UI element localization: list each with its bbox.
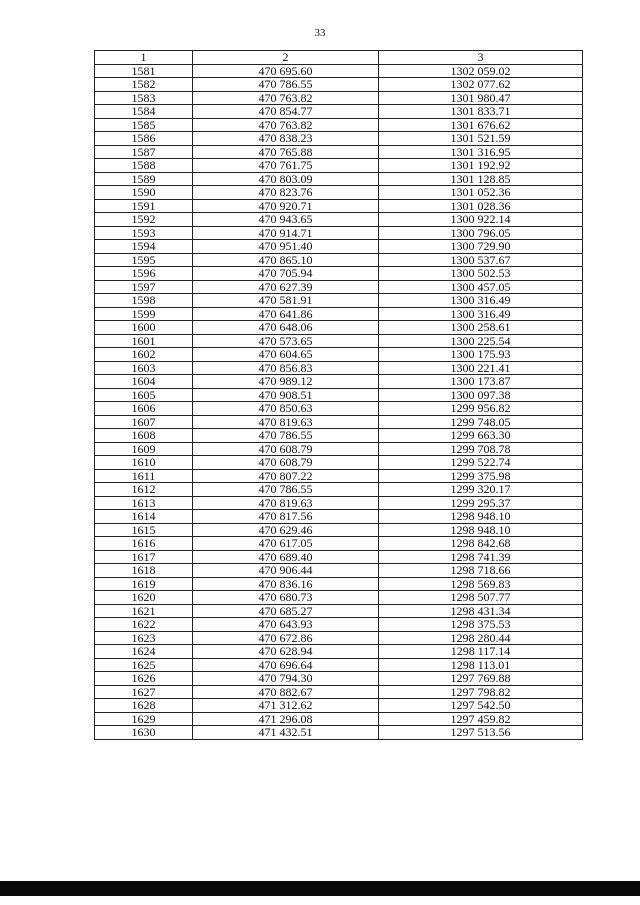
point-number-cell: 1623 — [95, 631, 193, 645]
point-number-cell: 1591 — [95, 199, 193, 213]
x-coordinate-cell: 470 854.77 — [193, 105, 379, 119]
y-coordinate-cell: 1298 280.44 — [379, 631, 583, 645]
point-number-cell: 1627 — [95, 685, 193, 699]
y-coordinate-cell: 1300 729.90 — [379, 240, 583, 254]
table-row — [95, 361, 583, 375]
point-number-cell: 1621 — [95, 604, 193, 618]
table-row — [95, 483, 583, 497]
point-number-cell: 1614 — [95, 510, 193, 524]
x-coordinate-cell: 470 695.60 — [193, 64, 379, 78]
point-number-cell: 1595 — [95, 253, 193, 267]
point-number-cell: 1588 — [95, 159, 193, 173]
point-number-cell: 1602 — [95, 348, 193, 362]
point-number-cell: 1597 — [95, 280, 193, 294]
point-number-cell: 1586 — [95, 132, 193, 146]
y-coordinate-cell: 1297 542.50 — [379, 699, 583, 713]
x-coordinate-cell: 470 573.65 — [193, 334, 379, 348]
x-coordinate-cell: 470 882.67 — [193, 685, 379, 699]
x-coordinate-cell: 470 836.16 — [193, 577, 379, 591]
table-row — [95, 456, 583, 470]
point-number-cell: 1629 — [95, 712, 193, 726]
y-coordinate-cell: 1301 192.92 — [379, 159, 583, 173]
point-number-cell: 1624 — [95, 645, 193, 659]
x-coordinate-cell: 470 786.55 — [193, 429, 379, 443]
table-row — [95, 64, 583, 78]
point-number-cell: 1583 — [95, 91, 193, 105]
x-coordinate-cell: 470 680.73 — [193, 591, 379, 605]
table-row — [95, 523, 583, 537]
column-header-2: 2 — [193, 51, 379, 65]
y-coordinate-cell: 1298 431.34 — [379, 604, 583, 618]
x-coordinate-cell: 470 951.40 — [193, 240, 379, 254]
point-number-cell: 1619 — [95, 577, 193, 591]
table-row — [95, 402, 583, 416]
table-row — [95, 672, 583, 686]
table-row — [95, 186, 583, 200]
y-coordinate-cell: 1298 375.53 — [379, 618, 583, 632]
table-row — [95, 240, 583, 254]
point-number-cell: 1612 — [95, 483, 193, 497]
page-number: 33 — [314, 27, 326, 39]
point-number-cell: 1581 — [95, 64, 193, 78]
x-coordinate-cell: 471 432.51 — [193, 726, 379, 740]
table-row — [95, 145, 583, 159]
table-row — [95, 321, 583, 335]
y-coordinate-cell: 1301 676.62 — [379, 118, 583, 132]
scan-edge-bar — [0, 881, 640, 896]
table-row — [95, 564, 583, 578]
y-coordinate-cell: 1298 948.10 — [379, 523, 583, 537]
table-row — [95, 253, 583, 267]
x-coordinate-cell: 470 856.83 — [193, 361, 379, 375]
x-coordinate-cell: 470 628.94 — [193, 645, 379, 659]
table-header — [95, 51, 583, 65]
y-coordinate-cell: 1298 507.77 — [379, 591, 583, 605]
point-number-cell: 1592 — [95, 213, 193, 227]
table-row — [95, 631, 583, 645]
y-coordinate-cell: 1300 922.14 — [379, 213, 583, 227]
table-row — [95, 510, 583, 524]
y-coordinate-cell: 1299 522.74 — [379, 456, 583, 470]
x-coordinate-cell: 470 850.63 — [193, 402, 379, 416]
point-number-cell: 1604 — [95, 375, 193, 389]
y-coordinate-cell: 1298 948.10 — [379, 510, 583, 524]
x-coordinate-cell: 470 794.30 — [193, 672, 379, 686]
table-row — [95, 429, 583, 443]
x-coordinate-cell: 470 608.79 — [193, 442, 379, 456]
table-row — [95, 699, 583, 713]
y-coordinate-cell: 1298 741.39 — [379, 550, 583, 564]
y-coordinate-cell: 1299 295.37 — [379, 496, 583, 510]
y-coordinate-cell: 1299 320.17 — [379, 483, 583, 497]
table-row — [95, 712, 583, 726]
table-row — [95, 685, 583, 699]
table-row — [95, 388, 583, 402]
table-row — [95, 280, 583, 294]
table-row — [95, 159, 583, 173]
x-coordinate-cell: 470 763.82 — [193, 118, 379, 132]
y-coordinate-cell: 1297 513.56 — [379, 726, 583, 740]
y-coordinate-cell: 1301 028.36 — [379, 199, 583, 213]
x-coordinate-cell: 470 819.63 — [193, 415, 379, 429]
header-row — [95, 51, 583, 65]
point-number-cell: 1598 — [95, 294, 193, 308]
x-coordinate-cell: 470 608.79 — [193, 456, 379, 470]
table-row — [95, 307, 583, 321]
point-number-cell: 1607 — [95, 415, 193, 429]
point-number-cell: 1613 — [95, 496, 193, 510]
table-row — [95, 334, 583, 348]
point-number-cell: 1600 — [95, 321, 193, 335]
y-coordinate-cell: 1298 113.01 — [379, 658, 583, 672]
table-row — [95, 78, 583, 92]
x-coordinate-cell: 470 786.55 — [193, 483, 379, 497]
y-coordinate-cell: 1297 769.88 — [379, 672, 583, 686]
x-coordinate-cell: 470 817.56 — [193, 510, 379, 524]
x-coordinate-cell: 470 765.88 — [193, 145, 379, 159]
table-row — [95, 226, 583, 240]
table-body — [95, 64, 583, 739]
x-coordinate-cell: 470 627.39 — [193, 280, 379, 294]
x-coordinate-cell: 470 629.46 — [193, 523, 379, 537]
point-number-cell: 1593 — [95, 226, 193, 240]
point-number-cell: 1603 — [95, 361, 193, 375]
y-coordinate-cell: 1300 097.38 — [379, 388, 583, 402]
x-coordinate-cell: 470 641.86 — [193, 307, 379, 321]
y-coordinate-cell: 1300 537.67 — [379, 253, 583, 267]
y-coordinate-cell: 1301 128.85 — [379, 172, 583, 186]
x-coordinate-cell: 470 696.64 — [193, 658, 379, 672]
table-row — [95, 442, 583, 456]
point-number-cell: 1616 — [95, 537, 193, 551]
x-coordinate-cell: 470 604.65 — [193, 348, 379, 362]
y-coordinate-cell: 1301 833.71 — [379, 105, 583, 119]
point-number-cell: 1620 — [95, 591, 193, 605]
y-coordinate-cell: 1302 059.02 — [379, 64, 583, 78]
x-coordinate-cell: 471 312.62 — [193, 699, 379, 713]
table-row — [95, 132, 583, 146]
y-coordinate-cell: 1297 798.82 — [379, 685, 583, 699]
y-coordinate-cell: 1302 077.62 — [379, 78, 583, 92]
table-row — [95, 348, 583, 362]
table-row — [95, 172, 583, 186]
table-row — [95, 267, 583, 281]
y-coordinate-cell: 1301 052.36 — [379, 186, 583, 200]
x-coordinate-cell: 470 920.71 — [193, 199, 379, 213]
column-header-3: 3 — [379, 51, 583, 65]
y-coordinate-cell: 1299 663.30 — [379, 429, 583, 443]
point-number-cell: 1626 — [95, 672, 193, 686]
x-coordinate-cell: 470 581.91 — [193, 294, 379, 308]
x-coordinate-cell: 470 906.44 — [193, 564, 379, 578]
table-row — [95, 199, 583, 213]
point-number-cell: 1630 — [95, 726, 193, 740]
x-coordinate-cell: 470 689.40 — [193, 550, 379, 564]
y-coordinate-cell: 1299 375.98 — [379, 469, 583, 483]
column-header-1: 1 — [95, 51, 193, 65]
x-coordinate-cell: 470 763.82 — [193, 91, 379, 105]
table-row — [95, 618, 583, 632]
table-row — [95, 537, 583, 551]
x-coordinate-cell: 470 989.12 — [193, 375, 379, 389]
y-coordinate-cell: 1300 316.49 — [379, 294, 583, 308]
coordinates-table — [94, 50, 583, 740]
y-coordinate-cell: 1298 842.68 — [379, 537, 583, 551]
x-coordinate-cell: 470 807.22 — [193, 469, 379, 483]
x-coordinate-cell: 470 914.71 — [193, 226, 379, 240]
point-number-cell: 1599 — [95, 307, 193, 321]
table-row — [95, 375, 583, 389]
y-coordinate-cell: 1300 316.49 — [379, 307, 583, 321]
y-coordinate-cell: 1299 956.82 — [379, 402, 583, 416]
table-row — [95, 604, 583, 618]
x-coordinate-cell: 470 838.23 — [193, 132, 379, 146]
table-row — [95, 91, 583, 105]
y-coordinate-cell: 1298 569.83 — [379, 577, 583, 591]
y-coordinate-cell: 1298 117.14 — [379, 645, 583, 659]
x-coordinate-cell: 470 943.65 — [193, 213, 379, 227]
table-row — [95, 577, 583, 591]
point-number-cell: 1610 — [95, 456, 193, 470]
table-row — [95, 469, 583, 483]
x-coordinate-cell: 470 908.51 — [193, 388, 379, 402]
point-number-cell: 1589 — [95, 172, 193, 186]
y-coordinate-cell: 1300 796.05 — [379, 226, 583, 240]
x-coordinate-cell: 470 617.05 — [193, 537, 379, 551]
x-coordinate-cell: 470 672.86 — [193, 631, 379, 645]
x-coordinate-cell: 470 865.10 — [193, 253, 379, 267]
point-number-cell: 1617 — [95, 550, 193, 564]
point-number-cell: 1594 — [95, 240, 193, 254]
table-row — [95, 213, 583, 227]
y-coordinate-cell: 1301 521.59 — [379, 132, 583, 146]
point-number-cell: 1585 — [95, 118, 193, 132]
y-coordinate-cell: 1301 980.47 — [379, 91, 583, 105]
y-coordinate-cell: 1298 718.66 — [379, 564, 583, 578]
table-row — [95, 294, 583, 308]
point-number-cell: 1608 — [95, 429, 193, 443]
point-number-cell: 1606 — [95, 402, 193, 416]
y-coordinate-cell: 1300 225.54 — [379, 334, 583, 348]
table-row — [95, 591, 583, 605]
x-coordinate-cell: 470 685.27 — [193, 604, 379, 618]
point-number-cell: 1590 — [95, 186, 193, 200]
point-number-cell: 1584 — [95, 105, 193, 119]
table-row — [95, 118, 583, 132]
x-coordinate-cell: 471 296.08 — [193, 712, 379, 726]
y-coordinate-cell: 1301 316.95 — [379, 145, 583, 159]
table-row — [95, 496, 583, 510]
point-number-cell: 1609 — [95, 442, 193, 456]
point-number-cell: 1622 — [95, 618, 193, 632]
point-number-cell: 1611 — [95, 469, 193, 483]
table-row — [95, 415, 583, 429]
point-number-cell: 1605 — [95, 388, 193, 402]
y-coordinate-cell: 1300 457.05 — [379, 280, 583, 294]
x-coordinate-cell: 470 803.09 — [193, 172, 379, 186]
x-coordinate-cell: 470 819.63 — [193, 496, 379, 510]
y-coordinate-cell: 1300 175.93 — [379, 348, 583, 362]
table-row — [95, 726, 583, 740]
y-coordinate-cell: 1299 708.78 — [379, 442, 583, 456]
table-row — [95, 105, 583, 119]
point-number-cell: 1618 — [95, 564, 193, 578]
y-coordinate-cell: 1297 459.82 — [379, 712, 583, 726]
x-coordinate-cell: 470 761.75 — [193, 159, 379, 173]
y-coordinate-cell: 1300 502.53 — [379, 267, 583, 281]
x-coordinate-cell: 470 786.55 — [193, 78, 379, 92]
table-row — [95, 645, 583, 659]
x-coordinate-cell: 470 643.93 — [193, 618, 379, 632]
x-coordinate-cell: 470 823.76 — [193, 186, 379, 200]
point-number-cell: 1582 — [95, 78, 193, 92]
y-coordinate-cell: 1299 748.05 — [379, 415, 583, 429]
y-coordinate-cell: 1300 221.41 — [379, 361, 583, 375]
point-number-cell: 1587 — [95, 145, 193, 159]
point-number-cell: 1625 — [95, 658, 193, 672]
table-row — [95, 550, 583, 564]
y-coordinate-cell: 1300 173.87 — [379, 375, 583, 389]
x-coordinate-cell: 470 648.06 — [193, 321, 379, 335]
point-number-cell: 1615 — [95, 523, 193, 537]
point-number-cell: 1596 — [95, 267, 193, 281]
point-number-cell: 1601 — [95, 334, 193, 348]
y-coordinate-cell: 1300 258.61 — [379, 321, 583, 335]
table-row — [95, 658, 583, 672]
point-number-cell: 1628 — [95, 699, 193, 713]
x-coordinate-cell: 470 705.94 — [193, 267, 379, 281]
